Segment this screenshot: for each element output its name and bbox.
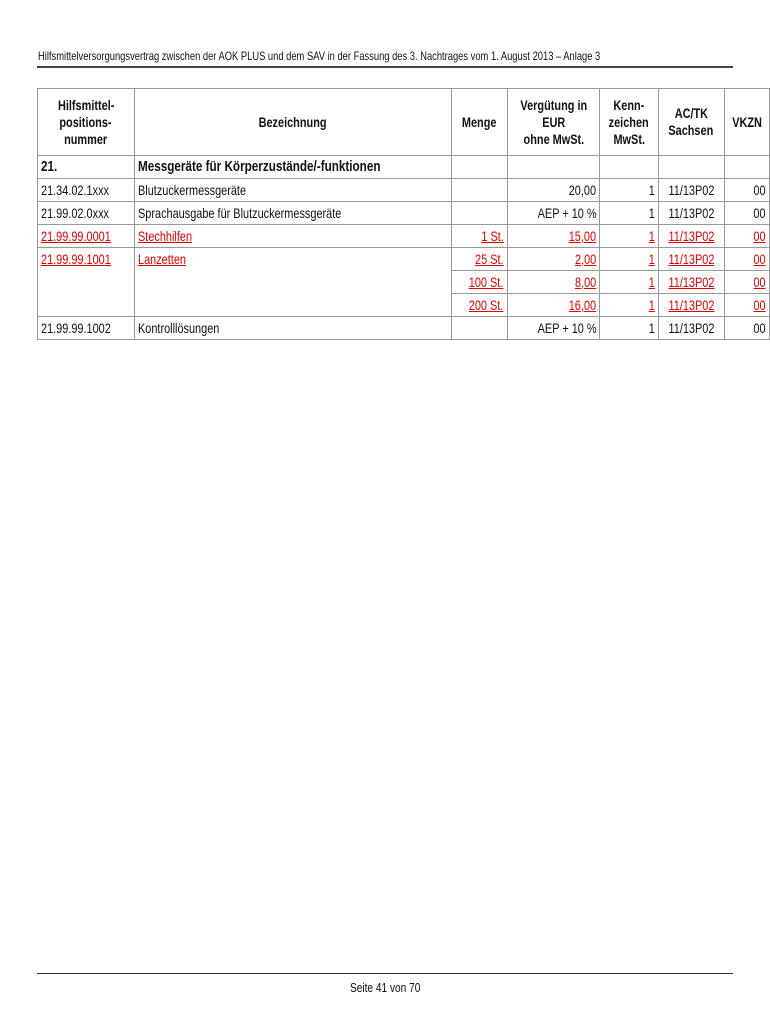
table-cell: 00 [724, 202, 769, 225]
col-header-position-number: Hilfsmittel- positions- nummer [38, 89, 135, 156]
table-row [38, 294, 770, 317]
col-header-quantity: Menge [452, 89, 507, 156]
table-cell: 21.99.02.0xxx [38, 202, 135, 225]
table-cell: 21.99.99.1002 [38, 317, 135, 340]
table-cell: 11/13P02 [658, 271, 724, 294]
table-row [38, 317, 770, 340]
table-cell: 11/13P02 [658, 248, 724, 271]
table-cell [600, 156, 658, 179]
table-cell: AEP + 10 % [507, 317, 600, 340]
table-cell [507, 156, 600, 179]
table-cell: 00 [724, 317, 769, 340]
col-header-actk: AC/TK Sachsen [658, 89, 724, 156]
table-cell: 1 [600, 317, 658, 340]
col-header-price: Vergütung in EUR ohne MwSt. [507, 89, 600, 156]
document-header: Hilfsmittelversorgungsvertrag zwischen der AOK PLUS und dem SAV in der Fassung des 3. Nachtrages vom 1. August 2013 – Anlage 3 [38, 49, 601, 63]
table-cell [452, 179, 507, 202]
table-cell [38, 271, 135, 294]
table-cell: 11/13P02 [658, 225, 724, 248]
table-cell: Blutzuckermessgeräte [134, 179, 452, 202]
table-cell: 00 [724, 225, 769, 248]
table-row [38, 271, 770, 294]
table-cell: Lanzetten [134, 248, 452, 271]
table-cell: 200 St. [452, 294, 507, 317]
table-cell: 21.99.99.0001 [38, 225, 135, 248]
table-cell: 2,00 [507, 248, 600, 271]
table-cell: Kontrolllösungen [134, 317, 452, 340]
table-row [38, 225, 770, 248]
table-cell: 00 [724, 248, 769, 271]
table-cell: 1 [600, 248, 658, 271]
section-title: Messgeräte für Körperzustände/-funktionen [134, 156, 452, 179]
tariff-table [37, 88, 770, 340]
header-rule [37, 66, 733, 68]
table-cell [134, 271, 452, 294]
table-cell: 8,00 [507, 271, 600, 294]
table-cell [452, 317, 507, 340]
table-cell: Stechhilfen [134, 225, 452, 248]
table-row [38, 202, 770, 225]
table-cell: 00 [724, 179, 769, 202]
table-cell: 11/13P02 [658, 179, 724, 202]
page-number: Seite 41 von 70 [349, 980, 421, 995]
table-cell: 1 [600, 294, 658, 317]
section-row [38, 156, 770, 179]
col-header-name: Bezeichnung [134, 89, 452, 156]
table-row [38, 248, 770, 271]
table-cell [658, 156, 724, 179]
table-cell: 16,00 [507, 294, 600, 317]
table-cell: 00 [724, 271, 769, 294]
table-row [38, 179, 770, 202]
footer-rule [37, 973, 733, 974]
table-cell [452, 202, 507, 225]
table-cell: 11/13P02 [658, 202, 724, 225]
table-cell [452, 156, 507, 179]
table-cell [724, 156, 769, 179]
col-header-vkzn: VKZN [724, 89, 769, 156]
table-cell: 21.34.02.1xxx [38, 179, 135, 202]
table-cell: 1 [600, 225, 658, 248]
table-cell: 00 [724, 294, 769, 317]
table-cell: 1 [600, 271, 658, 294]
table-cell: 11/13P02 [658, 294, 724, 317]
table-cell: 25 St. [452, 248, 507, 271]
table-cell: 11/13P02 [658, 317, 724, 340]
table-cell: 1 [600, 202, 658, 225]
table-cell: AEP + 10 % [507, 202, 600, 225]
section-number: 21. [38, 156, 135, 179]
table-header-row [38, 89, 770, 156]
col-header-vat-code: Kenn- zeichen MwSt. [600, 89, 658, 156]
table-cell: Sprachausgabe für Blutzuckermessgeräte [134, 202, 452, 225]
table-cell [134, 294, 452, 317]
table-cell: 1 [600, 179, 658, 202]
table-cell [38, 294, 135, 317]
table-cell: 100 St. [452, 271, 507, 294]
table-cell: 1 St. [452, 225, 507, 248]
table-cell: 20,00 [507, 179, 600, 202]
table-cell: 15,00 [507, 225, 600, 248]
table-cell: 21.99.99.1001 [38, 248, 135, 271]
